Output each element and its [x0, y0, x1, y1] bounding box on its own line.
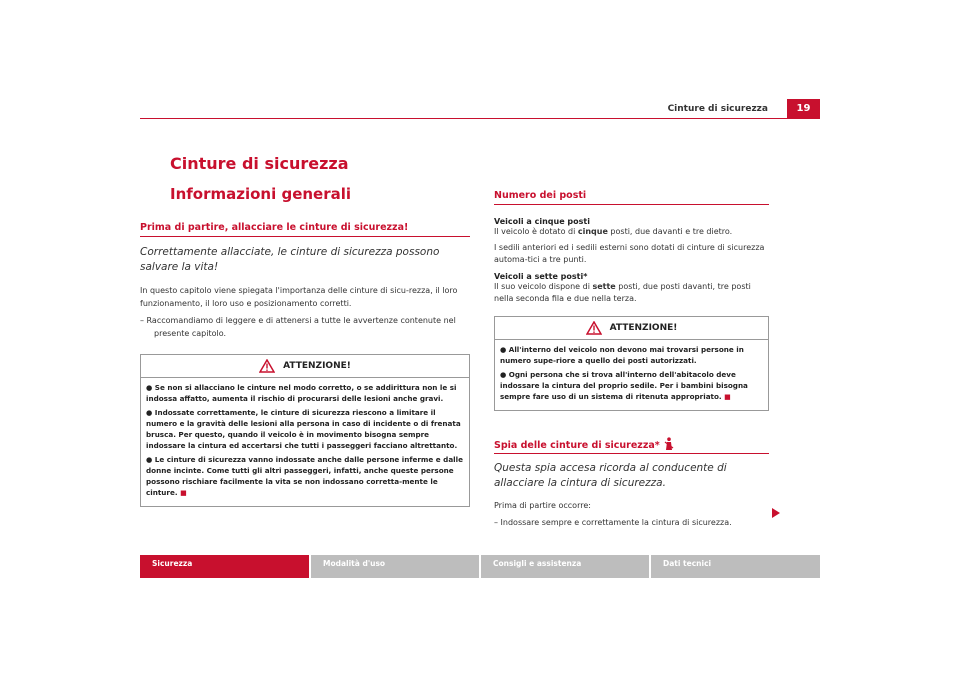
- page-number: 19: [787, 99, 820, 119]
- chapter-subtitle: Informazioni generali: [170, 185, 352, 203]
- lead-text: Correttamente allacciate, le cinture di sicurezza possono salvare la vita!: [140, 246, 440, 273]
- bullet-icon: ●: [146, 408, 155, 417]
- bullet-icon: ●: [500, 344, 509, 354]
- section-title-cinture: Prima di partire, allacciare le cinture di sicurezza!: [140, 222, 409, 233]
- warning-title: ATTENZIONE!: [609, 322, 678, 333]
- section-title-spia: Spia delle cinture di sicurezza*: [494, 439, 660, 451]
- bullet-icon: ●: [146, 455, 155, 464]
- footer-tab-modalita[interactable]: Modalità d'uso: [311, 555, 479, 578]
- section-rule: [140, 236, 470, 237]
- continue-arrow-icon: [772, 508, 780, 518]
- footer-tab-sicurezza[interactable]: Sicurezza: [140, 555, 309, 578]
- warning-triangle-icon: [259, 359, 275, 373]
- spia-heading: [494, 437, 769, 451]
- section-rule: [494, 204, 769, 205]
- five-seat-text: Il veicolo è dotato di cinque posti, due davanti e tre dietro.: [494, 227, 733, 236]
- warning-content: [141, 378, 469, 506]
- seatbelt-warning-icon: [664, 437, 674, 451]
- section-title-posti: Numero dei posti: [494, 190, 587, 201]
- end-marker-icon: ■: [180, 489, 187, 497]
- spia-body: Prima di partire occorre:: [494, 500, 591, 510]
- bullet-icon: ●: [500, 369, 509, 379]
- warning-content: [495, 340, 768, 410]
- instruction-item: – Raccomandiamo di leggere e di attenersi a tutte le avvertenze contenute nel presente capitolo.: [140, 316, 456, 338]
- footer-tab-consigli[interactable]: Consigli e assistenza: [481, 555, 649, 578]
- left-column: [140, 222, 470, 507]
- warning-box: [140, 354, 470, 507]
- intro-paragraph: In questo capitolo viene spiegata l'importanza delle cinture di sicu-rezza, il loro funzionamento, il loro uso e posizionamento corretti.: [140, 286, 458, 308]
- warning-triangle-icon: [586, 321, 602, 335]
- chapter-title: Cinture di sicurezza: [170, 154, 349, 173]
- warning-box: [494, 316, 769, 411]
- warning-header: [141, 355, 469, 378]
- header-title: Cinture di sicurezza: [667, 104, 768, 114]
- five-seat-text-2: I sedili anteriori ed i sedili esterni sono dotati di cinture di sicurezza automa-tici a tre punti.: [494, 242, 765, 264]
- section-rule: [494, 453, 769, 454]
- seven-seat-label: Veicoli a sette posti*: [494, 271, 588, 281]
- warning-item: ● All'interno del veicolo non devono mai trovarsi persone in numero supe-riore a quello dei posti autorizzati.: [500, 344, 744, 365]
- header-rule: [140, 118, 820, 119]
- warning-title: ATTENZIONE!: [283, 361, 351, 371]
- warning-item: ● Indossate correttamente, le cinture di sicurezza riescono a limitare il numero e la gravità delle lesioni alla persona in caso di incidente o di frenata brusca. Per questo, quando il veicolo è in movimento bisogna sempre indossare la cintura ed accertarsi che tutti i passeggeri facciano altrettanto.: [146, 408, 461, 450]
- bullet-icon: ●: [146, 383, 155, 392]
- footer-tab-dati[interactable]: Dati tecnici: [651, 555, 820, 578]
- warning-item: ● Ogni persona che si trova all'interno dell'abitacolo deve indossare la cintura del proprio sedile. Per i bambini bisogna sempre fare uso di un sistema di ritenuta appropriato. ■: [500, 369, 748, 401]
- warning-item: ● Le cinture di sicurezza vanno indossate anche dalle persone inferme e dalle donne incinte. Come tutti gli altri passeggeri, infatti, anche queste persone possono rischiare facilmente la vita se non indossano corretta-mente le cinture. ■: [146, 455, 463, 497]
- warning-header: [495, 317, 768, 340]
- right-column: [494, 190, 769, 530]
- five-seat-label: Veicoli a cinque posti: [494, 217, 590, 226]
- seven-seat-text: Il suo veicolo dispone di sette posti, due posti davanti, tre posti nella seconda fila e due nella terza.: [494, 281, 751, 303]
- spia-lead: Questa spia accesa ricorda al conducente di allacciare la cintura di sicurezza.: [494, 461, 727, 489]
- spia-instruction: – Indossare sempre e correttamente la cintura di sicurezza.: [494, 518, 732, 527]
- end-marker-icon: ■: [724, 392, 731, 401]
- warning-item: ● Se non si allacciano le cinture nel modo corretto, o se addirittura non le si indossa affatto, aumenta il rischio di procurarsi delle lesioni anche gravi.: [146, 383, 457, 403]
